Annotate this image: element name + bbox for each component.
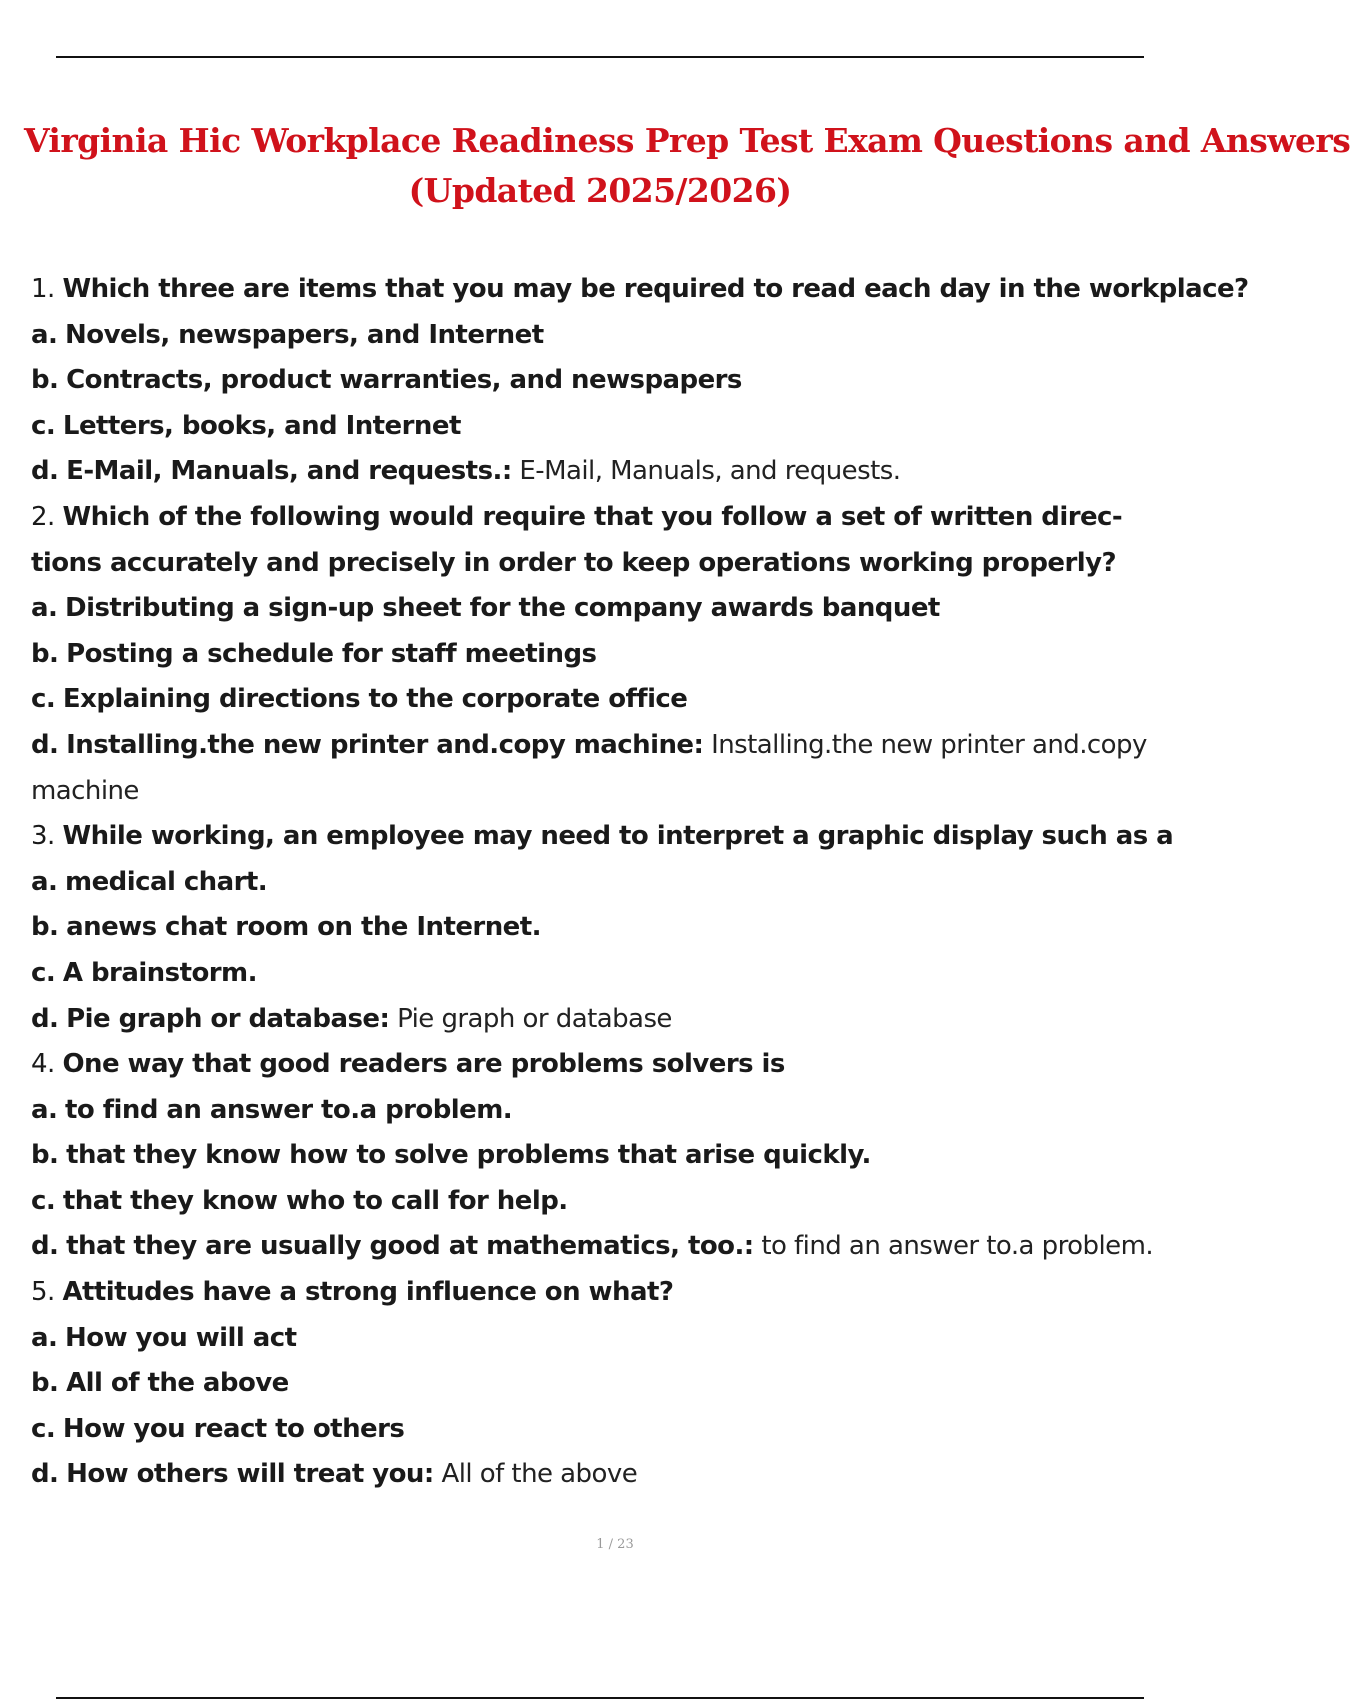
option-text: that they know who to call for help. — [62, 1185, 568, 1216]
bottom-rule — [56, 1697, 1144, 1699]
option-text: medical chart. — [65, 866, 268, 897]
option-1b — [31, 358, 1176, 404]
option-4a — [31, 1088, 1176, 1134]
question-5 — [31, 1270, 1176, 1316]
question-text: Which of the following would require that you follow a set of written direc- tions accurately and precisely in order to keep operations working properly? — [31, 501, 1123, 578]
option-letter: c. — [31, 410, 56, 441]
option-2b — [31, 632, 1176, 678]
option-2a — [31, 586, 1176, 632]
option-letter: a. — [31, 866, 58, 897]
question-4 — [31, 1042, 1176, 1088]
option-text: How you react to others — [62, 1413, 405, 1444]
option-5c — [31, 1407, 1176, 1453]
option-4b — [31, 1133, 1176, 1179]
option-3b — [31, 905, 1176, 951]
question-number: 1. — [31, 274, 55, 304]
title-line-2: (Updated 2025/2026) — [408, 171, 792, 210]
option-text: Contracts, product warranties, and newspapers — [66, 365, 742, 396]
option-1d — [31, 449, 1176, 495]
option-text: How you will act — [65, 1322, 297, 1353]
question-number: 3. — [31, 821, 55, 852]
option-letter: c. — [31, 1413, 56, 1444]
option-2d — [31, 723, 1176, 814]
option-letter: d. — [31, 1459, 59, 1490]
option-letter: c. — [31, 957, 56, 988]
document-title — [0, 116, 1350, 216]
option-1c — [31, 404, 1176, 450]
option-text: Novels, newspapers, and Internet — [65, 319, 544, 350]
option-text: E-Mail, Manuals, and requests.: — [66, 456, 512, 487]
answer-text: All of the above — [441, 1459, 638, 1490]
option-letter: b. — [31, 912, 59, 943]
option-letter: c. — [31, 684, 56, 715]
option-4c — [31, 1179, 1176, 1225]
question-text: While working, an employee may need to interpret a graphic display such as a — [62, 821, 1174, 852]
option-text: Installing.the new printer and.copy machine: — [66, 729, 704, 760]
option-text: Pie graph or database: — [66, 1003, 390, 1034]
option-2c — [31, 677, 1176, 723]
option-text: Distributing a sign-up sheet for the company awards banquet — [65, 593, 940, 624]
option-letter: b. — [31, 365, 59, 396]
option-text: All of the above — [66, 1368, 289, 1399]
answer-text: Installing.the new printer and.copy machine — [31, 729, 1147, 806]
option-letter: d. — [31, 1231, 59, 1262]
question-number: 5. — [31, 1277, 55, 1308]
page-number: 1 / 23 — [596, 1537, 634, 1552]
answer-text: to find an answer to.a problem. — [761, 1231, 1154, 1262]
option-1a — [31, 313, 1176, 359]
option-text: that they know how to solve problems that arise quickly. — [66, 1140, 871, 1171]
question-text: Which three are items that you may be required to read each day in the workplace? — [62, 274, 1249, 304]
option-5d — [31, 1452, 1176, 1498]
option-letter: a. — [31, 593, 58, 624]
option-text: Explaining directions to the corporate office — [62, 684, 688, 715]
option-text: that they are usually good at mathematics, too.: — [66, 1231, 754, 1262]
option-letter: d. — [31, 1003, 59, 1034]
option-4d — [31, 1224, 1176, 1270]
question-2 — [31, 495, 1176, 586]
option-text: A brainstorm. — [62, 957, 257, 988]
option-text: to find an answer to.a problem. — [65, 1094, 513, 1125]
option-letter: a. — [31, 319, 58, 350]
option-3d — [31, 997, 1176, 1043]
question-number: 4. — [31, 1049, 55, 1080]
option-text: anews chat room on the Internet. — [66, 912, 541, 943]
option-letter: c. — [31, 1185, 56, 1216]
option-5a — [31, 1316, 1176, 1362]
option-3a — [31, 860, 1176, 906]
title-line-1: Virginia Hic Workplace Readiness Prep Test Exam Questions and Answers — [24, 121, 1350, 160]
option-text: How others will treat you: — [66, 1459, 434, 1490]
option-letter: d. — [31, 729, 59, 760]
question-text: Attitudes have a strong influence on what? — [62, 1277, 674, 1308]
question-list — [31, 267, 1249, 1498]
option-letter: a. — [31, 1322, 58, 1353]
answer-text: Pie graph or database — [397, 1003, 672, 1034]
question-1 — [31, 267, 1249, 313]
option-text: Posting a schedule for staff meetings — [66, 638, 597, 669]
question-number: 2. — [31, 501, 55, 532]
option-letter: b. — [31, 1368, 59, 1399]
question-3 — [31, 814, 1176, 860]
top-rule — [56, 56, 1144, 58]
option-letter: a. — [31, 1094, 58, 1125]
option-text: Letters, books, and Internet — [62, 410, 461, 441]
question-text: One way that good readers are problems solvers is — [62, 1049, 785, 1080]
option-letter: b. — [31, 638, 59, 669]
option-letter: b. — [31, 1140, 59, 1171]
option-3c — [31, 951, 1176, 997]
option-5b — [31, 1361, 1176, 1407]
answer-text: E-Mail, Manuals, and requests. — [519, 456, 901, 487]
option-letter: d. — [31, 456, 59, 487]
